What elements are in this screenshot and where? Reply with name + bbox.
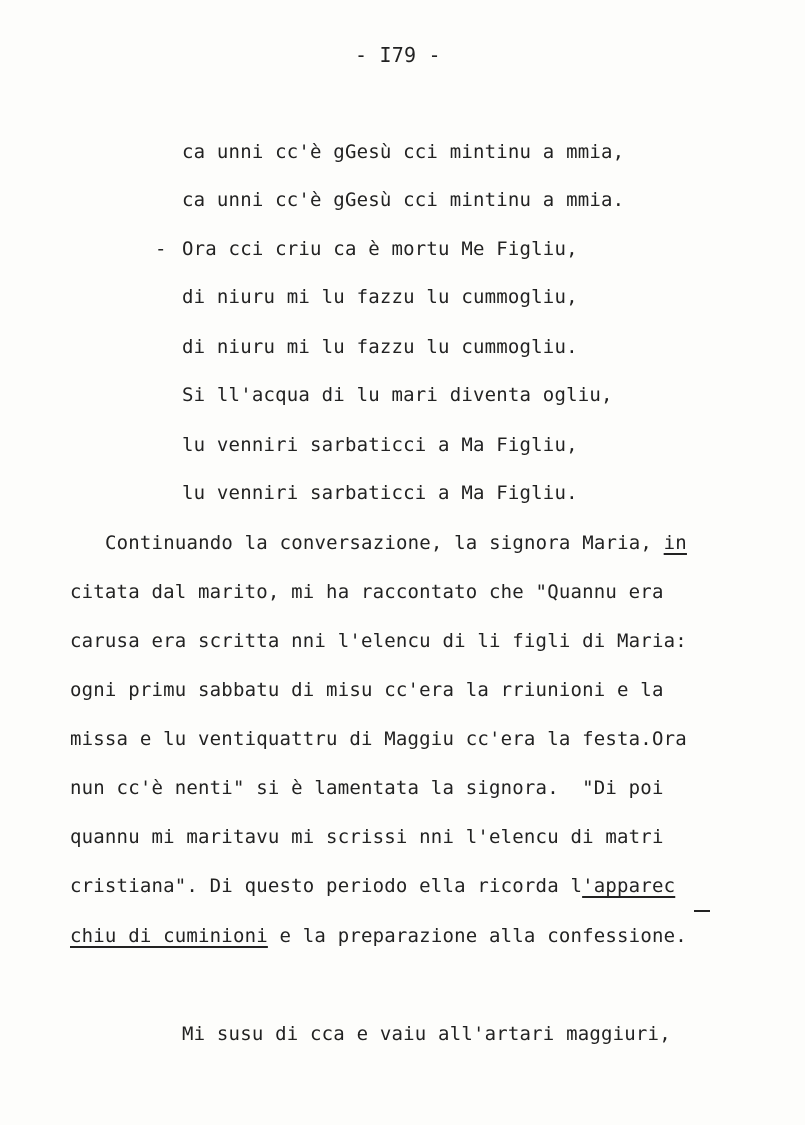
verse-line: di niuru mi lu fazzu lu cummogliu,	[182, 286, 578, 308]
hyphen-mark	[694, 910, 710, 912]
prose-line	[70, 875, 675, 897]
page-number: - I79 -	[355, 43, 441, 67]
verse-line: ca unni cc'è gGesù cci mintinu a mmia,	[182, 141, 625, 163]
prose-line: ogni primu sabbatu di misu cc'era la rriunioni e la	[70, 679, 664, 701]
verse-line: Mi susu di cca e vaiu all'artari maggiuri,	[182, 1023, 671, 1045]
verse-line: Ora cci criu ca è mortu Me Figliu,	[182, 238, 578, 260]
verse-line: Si ll'acqua di lu mari diventa ogliu,	[182, 384, 613, 406]
prose-line: carusa era scritta nni l'elencu di li figli di Maria:	[70, 630, 687, 652]
prose-line: citata dal marito, mi ha raccontato che "Quannu era	[70, 581, 664, 603]
dialogue-dash: -	[155, 238, 167, 260]
verse-line: lu venniri sarbaticci a Ma Figliu,	[182, 434, 578, 456]
prose-line: missa e lu ventiquattru di Maggiu cc'era la festa.Ora	[70, 728, 687, 750]
underlined-text: in	[663, 532, 687, 554]
underlined-text: 'apparec	[582, 875, 676, 897]
prose-line	[105, 532, 687, 554]
prose-text: Continuando la conversazione, la signora Maria,	[105, 532, 664, 554]
verse-line: lu venniri sarbaticci a Ma Figliu.	[182, 482, 578, 504]
verse-line: di niuru mi lu fazzu lu cummogliu.	[182, 336, 578, 358]
prose-line: nun cc'è nenti" si è lamentata la signora. "Di poi	[70, 777, 664, 799]
prose-line	[70, 925, 687, 947]
verse-line: ca unni cc'è gGesù cci mintinu a mmia.	[182, 189, 625, 211]
prose-line: quannu mi maritavu mi scrissi nni l'elencu di matri	[70, 826, 664, 848]
underlined-text: chiu di cuminioni	[70, 925, 268, 947]
prose-text: cristiana". Di questo periodo ella ricorda l	[70, 875, 583, 897]
prose-text: e la preparazione alla confessione.	[267, 925, 687, 947]
